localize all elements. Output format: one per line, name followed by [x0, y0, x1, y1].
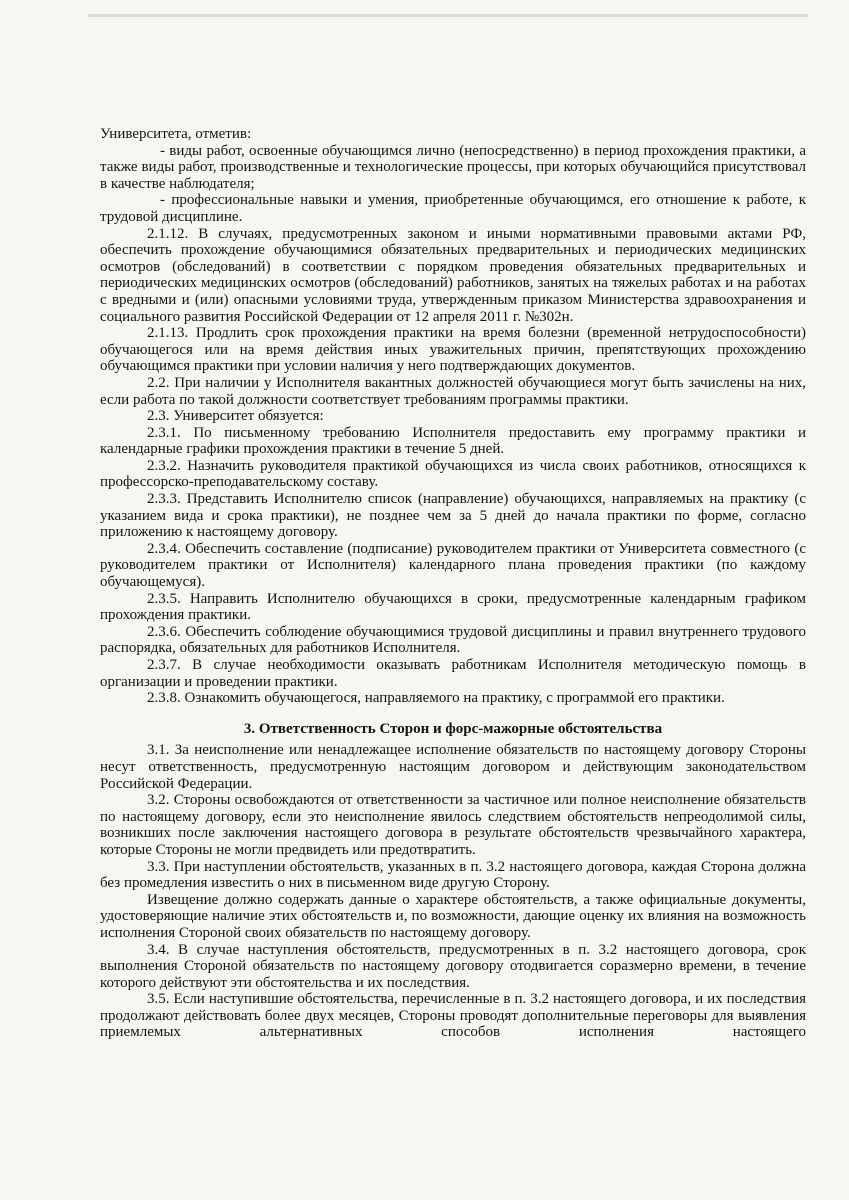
clause-2-3-3: 2.3.3. Представить Исполнителю список (направление) обучающихся, направляемых на практику (с указанием вида и срока практики), не позднее чем за 5 дней до начала практики по форме, согласно приложению к настоящему договору. — [100, 491, 806, 541]
list-item: - виды работ, освоенные обучающимся лично (непосредственно) в период прохождения практики, а также виды работ, производственные и технологические процессы, при которых обучающийся присутствовал в качестве наблюдателя; — [100, 142, 806, 192]
document-page — [100, 126, 806, 1041]
clause-3-3-notice: Извещение должно содержать данные о характере обстоятельств, а также официальные документы, удостоверяющие наличие этих обстоятельств и, по возможности, дающие оценку их влияния на возможность исполнения Стороной своих обязательств по настоящему договору. — [100, 891, 806, 941]
clause-2-3-7: 2.3.7. В случае необходимости оказывать работникам Исполнителя методическую помощь в организации и проведении практики. — [100, 657, 806, 690]
clause-3-3: 3.3. При наступлении обстоятельств, указанных в п. 3.2 настоящего договора, каждая Сторона должна без промедления известить о них в письменном виде другую Сторону. — [100, 858, 806, 892]
clause-3-4: 3.4. В случае наступления обстоятельств, предусмотренных в п. 3.2 настоящего договора, срок выполнения Стороной обязательств по настоящему договору отодвигается соразмерно времени, в течение которого действуют эти обстоятельства и их последствия. — [100, 941, 806, 991]
clause-2-3-6: 2.3.6. Обеспечить соблюдение обучающимися трудовой дисциплины и правил внутреннего трудового распорядка, обязательных для работников Исполнителя. — [100, 623, 806, 657]
paragraph: Университета, отметив: — [100, 126, 252, 142]
clause-3-2: 3.2. Стороны освобождаются от ответственности за частичное или полное неисполнение обязательств по настоящему договору, если это неисполнение явилось следствием обстоятельств непреодолимой силы, возникших после заключения настоящего договора в результате обстоятельств чрезвычайного характера, которые Стороны не могли предвидеть или предотвратить. — [100, 792, 806, 858]
clause-2-3-2: 2.3.2. Назначить руководителя практикой обучающихся из числа своих работников, относящихся к профессорско-преподавательскому составу. — [100, 457, 806, 491]
clause-2-3-4: 2.3.4. Обеспечить составление (подписание) руководителем практики от Университета совместного (с руководителем практики от Исполнителя) календарного плана проведения практики (по каждому обучающемуся). — [100, 540, 806, 591]
clause-2-3: 2.3. Университет обязуется: — [147, 408, 324, 425]
clause-3-1: 3.1. За неисполнение или ненадлежащее исполнение обязательств по настоящему договору Стороны несут ответственность, предусмотренную настоящим договором и действующим законодательством Российской Федерации. — [100, 742, 806, 792]
section-title: 3. Ответственность Сторон и форс-мажорные обстоятельства — [243, 720, 663, 737]
clause-2-1-13: 2.1.13. Продлить срок прохождения практики на время болезни (временной нетрудоспособности) обучающегося или на время действия иных уважительных причин, препятствующих прохождению обучающимся практики при условии наличия у него подтверждающих документов. — [100, 325, 806, 375]
clause-2-3-5: 2.3.5. Направить Исполнителю обучающихся в сроки, предусмотренные календарным графиком прохождения практики. — [100, 590, 806, 624]
clause-2-2: 2.2. При наличии у Исполнителя вакантных должностей обучающиеся могут быть зачислены на них, если работа по такой должности соответствует требованиям программы практики. — [100, 374, 806, 408]
clause-2-3-1: 2.3.1. По письменному требованию Исполнителя предоставить ему программу практики и календарные графики прохождения практики в течение 5 дней. — [100, 424, 806, 458]
list-item: - профессиональные навыки и умения, приобретенные обучающимся, его отношение к работе, к трудовой дисциплине. — [100, 192, 806, 225]
scan-top-edge — [88, 14, 808, 17]
clause-3-5: 3.5. Если наступившие обстоятельства, перечисленные в п. 3.2 настоящего договора, и их последствия продолжают действовать более двух месяцев, Стороны проводят дополнительные переговоры для выявления приемлемых альтернативных способов исполнения настоящего — [100, 991, 806, 1041]
clause-2-3-8: 2.3.8. Ознакомить обучающегося, направляемого на практику, с программой его практики. — [147, 690, 725, 707]
clause-2-1-12: 2.1.12. В случаях, предусмотренных законом и иными нормативными правовыми актами РФ, обеспечить прохождение обучающимися обязательных предварительных и периодических медицинских осмотров (обследований) в соответствии с порядком проведения обязательных предварительных и периодических медицинских осмотров (обследований) работников, занятых на тяжелых работах и на работах с вредными и (или) опасными условиями труда, утвержденным приказом Министерства здравоохранения и социального развития Российской Федерации от 12 апреля 2011 г. №302н. — [100, 225, 806, 325]
